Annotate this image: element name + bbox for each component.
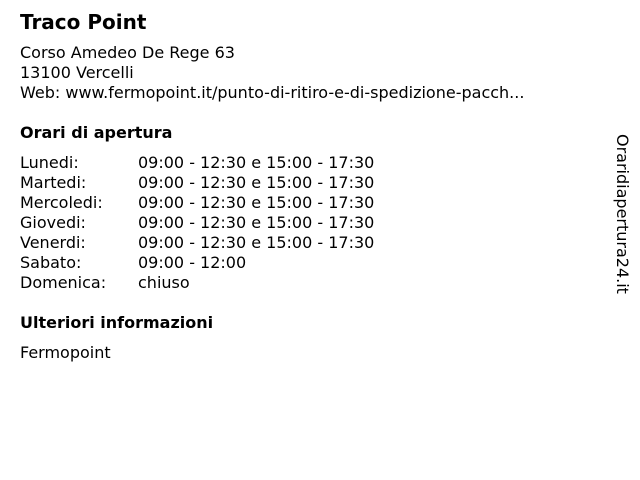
place-name: Traco Point <box>20 10 147 34</box>
hours-row-thursday <box>20 213 440 233</box>
day-label: Domenica: <box>20 273 107 292</box>
more-info-text: Fermopoint <box>20 343 111 362</box>
site-brand-vertical <box>612 134 632 310</box>
hours-row-monday <box>20 153 440 173</box>
hours-row-friday <box>20 233 440 253</box>
site-brand-text: Oraridiapertura24.it <box>613 134 632 294</box>
day-hours: 09:00 - 12:30 e 15:00 - 17:30 <box>138 173 375 192</box>
website-link[interactable]: Web: www.fermopoint.it/punto-di-ritiro-e-di-spedizione-pacch... <box>20 83 525 102</box>
opening-hours-heading: Orari di apertura <box>20 123 173 142</box>
hours-row-wednesday <box>20 193 440 213</box>
day-label: Venerdi: <box>20 233 86 252</box>
hours-row-tuesday <box>20 173 440 193</box>
day-hours: 09:00 - 12:00 <box>138 253 247 272</box>
opening-hours-table <box>20 153 440 293</box>
day-label: Lunedi: <box>20 153 79 172</box>
street-address: Corso Amedeo De Rege 63 <box>20 43 235 62</box>
address-block <box>20 43 524 103</box>
hours-row-sunday <box>20 273 440 293</box>
day-label: Sabato: <box>20 253 82 272</box>
day-label: Giovedi: <box>20 213 86 232</box>
more-info-heading: Ulteriori informazioni <box>20 313 214 332</box>
day-hours: chiuso <box>138 273 190 292</box>
day-hours: 09:00 - 12:30 e 15:00 - 17:30 <box>138 153 375 172</box>
day-label: Martedi: <box>20 173 87 192</box>
day-hours: 09:00 - 12:30 e 15:00 - 17:30 <box>138 193 375 212</box>
hours-row-saturday <box>20 253 440 273</box>
day-label: Mercoledi: <box>20 193 103 212</box>
day-hours: 09:00 - 12:30 e 15:00 - 17:30 <box>138 233 375 252</box>
day-hours: 09:00 - 12:30 e 15:00 - 17:30 <box>138 213 375 232</box>
city-address: 13100 Vercelli <box>20 63 134 82</box>
